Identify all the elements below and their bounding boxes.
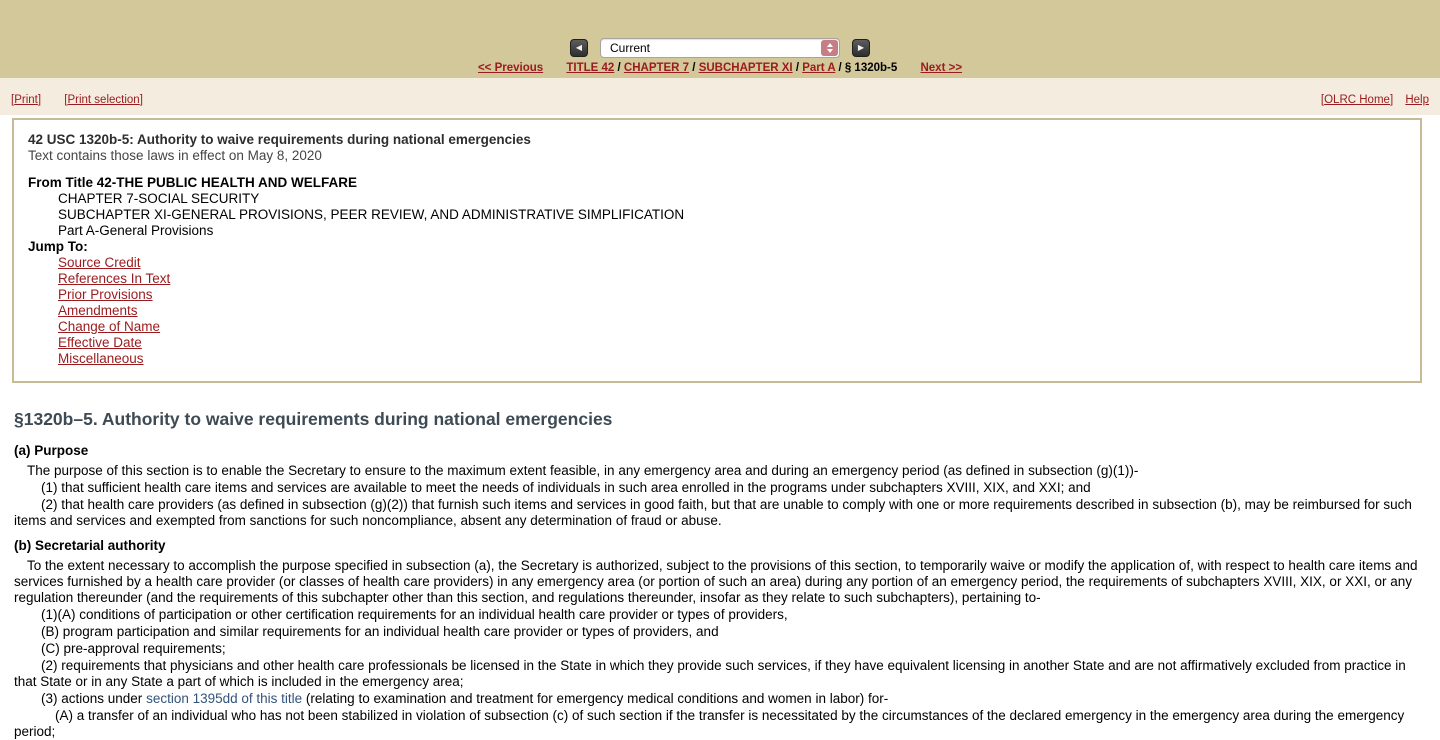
print-link[interactable]: Print	[14, 93, 38, 106]
breadcrumb-separator: /	[792, 62, 803, 74]
next-section-button[interactable]	[852, 39, 870, 57]
chevron-up-icon	[827, 43, 833, 47]
breadcrumb-separator: /	[689, 62, 699, 74]
section-reference-link[interactable]: section 1395dd of this title	[146, 691, 303, 706]
olrc-home-link[interactable]: OLRC Home	[1324, 93, 1390, 106]
statute-paragraph: (1)(A) conditions of participation or other certification requirements for an individual health care provider or types of providers,	[41, 607, 788, 622]
hierarchy-line: SUBCHAPTER XI-GENERAL PROVISIONS, PEER REVIEW, AND ADMINISTRATIVE SIMPLIFICATION	[58, 207, 685, 222]
statute-paragraph: (B) program participation and similar requirements for an individual health care provider or types of providers, and	[41, 624, 719, 639]
breadcrumb-link[interactable]: TITLE 42	[566, 62, 615, 74]
subsection-heading: (b) Secretarial authority	[14, 538, 166, 553]
help-link[interactable]: Help	[1405, 93, 1429, 106]
statute-content	[14, 409, 1430, 740]
statute-paragraph: (A) a transfer of an individual who has not been stabilized in violation of subsection (c) of such section if the transfer is necessitated by the circumstances of the declared emergency in the emergency area during the emergency period;	[14, 708, 1405, 739]
effective-date-note: Text contains those laws in effect on May 8, 2020	[28, 148, 322, 163]
jump-link-source-credit[interactable]: Source Credit	[58, 255, 141, 270]
version-select[interactable]	[600, 38, 840, 58]
jump-link-miscellaneous[interactable]: Miscellaneous	[58, 351, 144, 366]
top-navigation-bar	[0, 0, 1440, 78]
chevron-down-icon	[827, 49, 833, 53]
olrc-home-link-wrap	[1321, 94, 1393, 106]
section-info-box	[12, 118, 1422, 383]
jump-to-label: Jump To:	[28, 239, 88, 254]
statute-paragraph: (2) requirements that physicians and other health care professionals be licensed in the State in which they provide such services, if they have equivalent licensing in another State and are not affirmatively excluded from practice in that State or in any State a part of which is included in the emergency area;	[14, 658, 1406, 689]
previous-section-button[interactable]	[570, 39, 588, 57]
print-link-wrap	[11, 94, 41, 106]
jump-link-amendments[interactable]: Amendments	[58, 303, 138, 318]
title-hierarchy	[28, 191, 1406, 239]
print-links-group	[11, 94, 163, 106]
bracket: ]	[1389, 93, 1394, 106]
jump-link-effective-date[interactable]: Effective Date	[58, 335, 142, 350]
bracket: [	[11, 93, 15, 106]
bracket: ]	[139, 93, 143, 106]
statute-paragraph: (1) that sufficient health care items and services are available to meet the needs of individuals in such area enrolled in the programs under subchapters XVIII, XIX, and XXI; and	[41, 480, 1091, 495]
bracket: [	[64, 93, 68, 106]
breadcrumb-path	[566, 62, 897, 74]
jump-link-change-of-name[interactable]: Change of Name	[58, 319, 161, 334]
statute-paragraph: (2) that health care providers (as defined in subsection (g)(2)) that furnish such items and services in good faith, but that are unable to comply with one or more requirements described in subsection (b), may be reimbursed for such items and services and exempted from sanctions for such noncompliance, absent any determination of fraud or abuse.	[14, 497, 1412, 528]
statute-paragraph: (C) pre-approval requirements;	[41, 641, 226, 656]
jump-link-prior-provisions[interactable]: Prior Provisions	[58, 287, 153, 302]
hierarchy-line: CHAPTER 7-SOCIAL SECURITY	[58, 191, 260, 206]
print-selection-link[interactable]: Print selection	[67, 93, 140, 106]
previous-link[interactable]: << Previous	[477, 62, 544, 74]
breadcrumb-separator: /	[614, 62, 624, 74]
bracket: ]	[37, 93, 42, 106]
right-arrow-icon: ▶	[857, 43, 865, 52]
version-select-value: Current	[610, 41, 651, 55]
bracket: [	[1320, 93, 1325, 106]
statute-title: 42 USC 1320b-5: Authority to waive requirements during national emergencies	[28, 132, 531, 147]
breadcrumb-link[interactable]: Part A	[802, 62, 836, 74]
version-controls	[570, 38, 870, 58]
jump-links-list	[28, 255, 1406, 367]
breadcrumb-link[interactable]: CHAPTER 7	[623, 62, 690, 74]
section-heading: §1320b–5. Authority to waive requirements during national emergencies	[14, 409, 613, 429]
breadcrumb-current-section: § 1320b-5	[844, 62, 898, 74]
statute-paragraph: The purpose of this section is to enable the Secretary to ensure to the maximum extent feasible, in any emergency area and during an emergency period (as defined in subsection (g)(1))-	[27, 463, 1139, 478]
print-toolbar	[0, 78, 1440, 115]
breadcrumb	[478, 62, 962, 74]
subsection-heading: (a) Purpose	[14, 443, 89, 458]
print-selection-link-wrap	[64, 94, 143, 106]
breadcrumb-link[interactable]: SUBCHAPTER XI	[698, 62, 793, 74]
jump-link-references-in-text[interactable]: References In Text	[58, 271, 171, 286]
statute-paragraph: To the extent necessary to accomplish the purpose specified in subsection (a), the Secretary is authorized, subject to the provisions of this section, to temporarily waive or modify the application of, with respect to health care items and services furnished by a health care provider (or classes of health care providers) in any emergency area (or portion of such an area) during any portion of an emergency period, the requirements of subchapters XVIII, XIX, or XXI, or any regulation thereunder (and the requirements of this subchapter other than this section, and regulations thereunder, insofar as they relate to such subchapters), pertaining to-	[14, 558, 1418, 605]
statute-paragraph: (3) actions under section 1395dd of this title (relating to examination and treatment for emergency medical conditions and women in labor) for-	[41, 691, 889, 706]
left-arrow-icon: ◀	[575, 43, 583, 52]
hierarchy-line: Part A-General Provisions	[58, 223, 214, 238]
next-link[interactable]: Next >>	[920, 62, 963, 74]
breadcrumb-separator: /	[835, 62, 845, 74]
from-title-line: From Title 42-THE PUBLIC HEALTH AND WELFARE	[28, 175, 358, 190]
help-link-wrap	[1405, 94, 1429, 106]
help-links-group	[1312, 94, 1429, 106]
statute-text	[14, 443, 1430, 740]
select-stepper-icon	[821, 40, 838, 56]
